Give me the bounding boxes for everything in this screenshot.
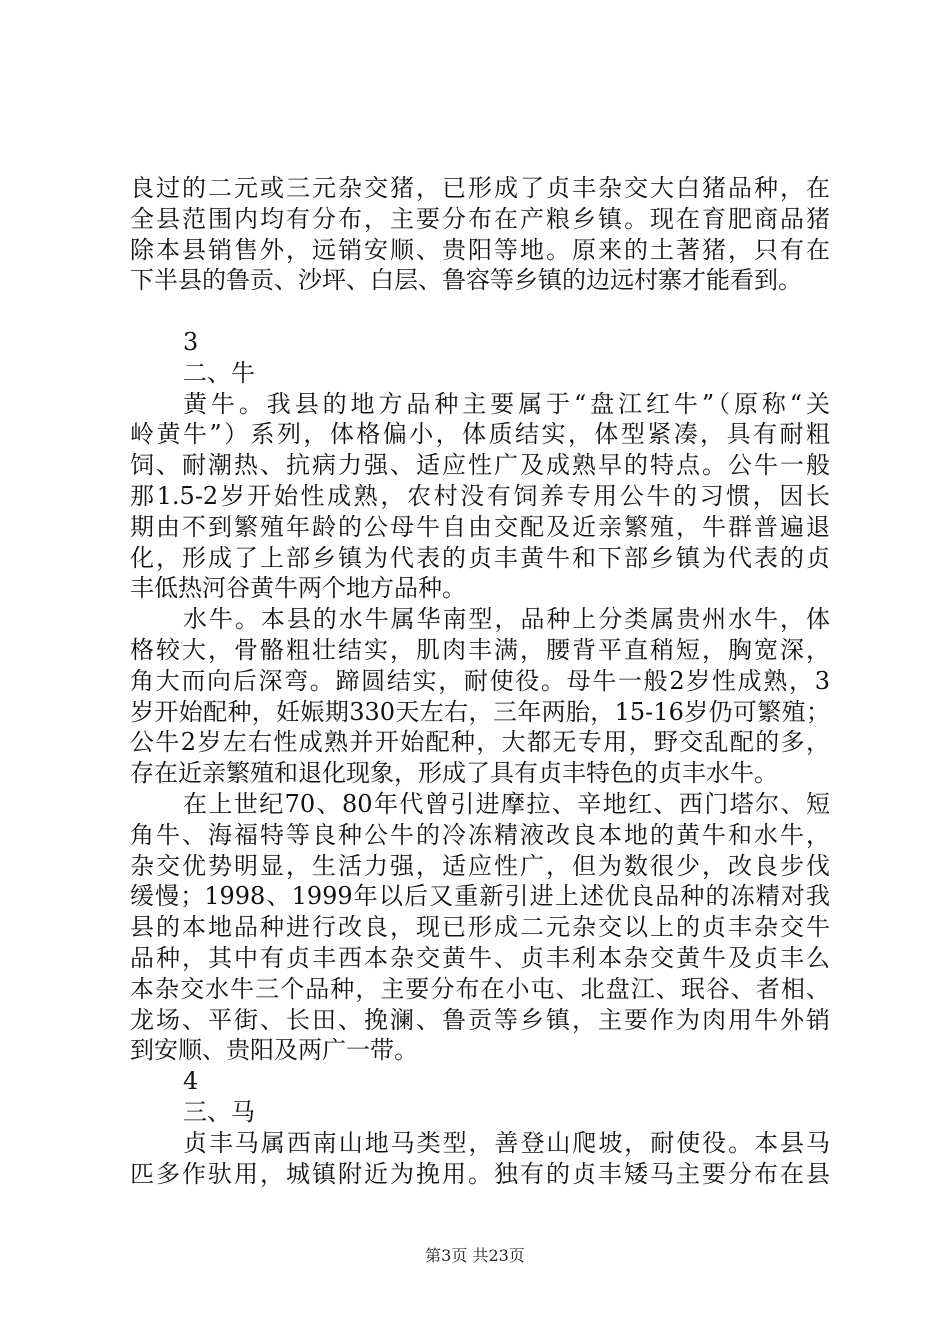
paragraph-line: 丰低热河谷黄牛两个地方品种。 <box>130 574 466 603</box>
page-number-marker: 4 <box>183 1067 199 1096</box>
paragraph-line: 期由不到繁殖年龄的公母牛自由交配及近亲繁殖，牛群普遍退 <box>130 512 830 541</box>
paragraph-line: 下半县的鲁贡、沙坪、白层、鲁容等乡镇的边远村寨才能看到。 <box>130 266 802 295</box>
paragraph-line: 黄牛。我县的地方品种主要属于“盘江红牛”（原称“关 <box>183 389 830 418</box>
section-heading: 三、马 <box>183 1097 255 1126</box>
paragraph-line: 岭黄牛”）系列，体格偏小，体质结实，体型紧凑，具有耐粗 <box>130 420 830 449</box>
paragraph-line: 龙场、平街、长田、挽澜、鲁贡等乡镇，主要作为肉用牛外销 <box>130 1005 830 1034</box>
paragraph-line: 格较大，骨骼粗壮结实，肌肉丰满，腰背平直稍短，胸宽深， <box>130 635 830 664</box>
paragraph-line: 县的本地品种进行改良，现已形成二元杂交以上的贞丰杂交牛 <box>130 913 830 942</box>
paragraph-line: 到安顺、贵阳及两广一带。 <box>130 1036 418 1065</box>
paragraph-line: 本杂交水牛三个品种，主要分布在小屯、北盘江、珉谷、者相、 <box>130 974 830 1003</box>
paragraph-line: 化，形成了上部乡镇为代表的贞丰黄牛和下部乡镇为代表的贞 <box>130 543 830 572</box>
paragraph-line: 岁开始配种，妊娠期330天左右，三年两胎，15-16岁仍可繁殖； <box>130 697 830 726</box>
page-footer: 第3页 共23页 <box>425 1246 525 1265</box>
paragraph-line: 贞丰马属西南山地马类型，善登山爬坡，耐使役。本县马 <box>183 1128 830 1157</box>
paragraph-line: 全县范围内均有分布，主要分布在产粮乡镇。现在育肥商品猪 <box>130 204 830 233</box>
paragraph-line: 匹多作驮用，城镇附近为挽用。独有的贞丰矮马主要分布在县 <box>130 1159 830 1188</box>
paragraph-line: 角大而向后深弯。蹄圆结实，耐使役。母牛一般2岁性成熟，3 <box>130 666 830 695</box>
paragraph-line: 缓慢；1998、1999年以后又重新引进上述优良品种的冻精对我 <box>130 882 830 911</box>
paragraph-line: 存在近亲繁殖和退化现象，形成了具有贞丰特色的贞丰水牛。 <box>130 759 778 788</box>
paragraph-line: 良过的二元或三元杂交猪，已形成了贞丰杂交大白猪品种，在 <box>130 174 830 202</box>
paragraph-line: 除本县销售外，远销安顺、贵阳等地。原来的土著猪，只有在 <box>130 235 830 264</box>
paragraph-line: 公牛2岁左右性成熟并开始配种，大都无专用，野交乱配的多， <box>130 728 830 757</box>
text-block-1 <box>130 173 830 296</box>
paragraph-line: 在上世纪70、80年代曾引进摩拉、辛地红、西门塔尔、短 <box>183 789 830 818</box>
text-block-2 <box>130 327 830 1189</box>
paragraph-line: 角牛、海福特等良种公牛的冷冻精液改良本地的黄牛和水牛， <box>130 820 830 849</box>
paragraph-line: 水牛。本县的水牛属华南型，品种上分类属贵州水牛，体 <box>183 605 830 634</box>
section-heading: 二、牛 <box>183 358 255 387</box>
paragraph-line: 品种，其中有贞丰西本杂交黄牛、贞丰利本杂交黄牛及贞丰么 <box>130 943 830 972</box>
paragraph-line: 杂交优势明显，生活力强，适应性广，但为数很少，改良步伐 <box>130 851 830 880</box>
paragraph-line: 那1.5-2岁开始性成熟，农村没有饲养专用公牛的习惯，因长 <box>130 481 830 510</box>
page-number-marker: 3 <box>183 328 199 356</box>
paragraph-line: 饲、耐潮热、抗病力强、适应性广及成熟早的特点。公牛一般 <box>130 451 830 480</box>
